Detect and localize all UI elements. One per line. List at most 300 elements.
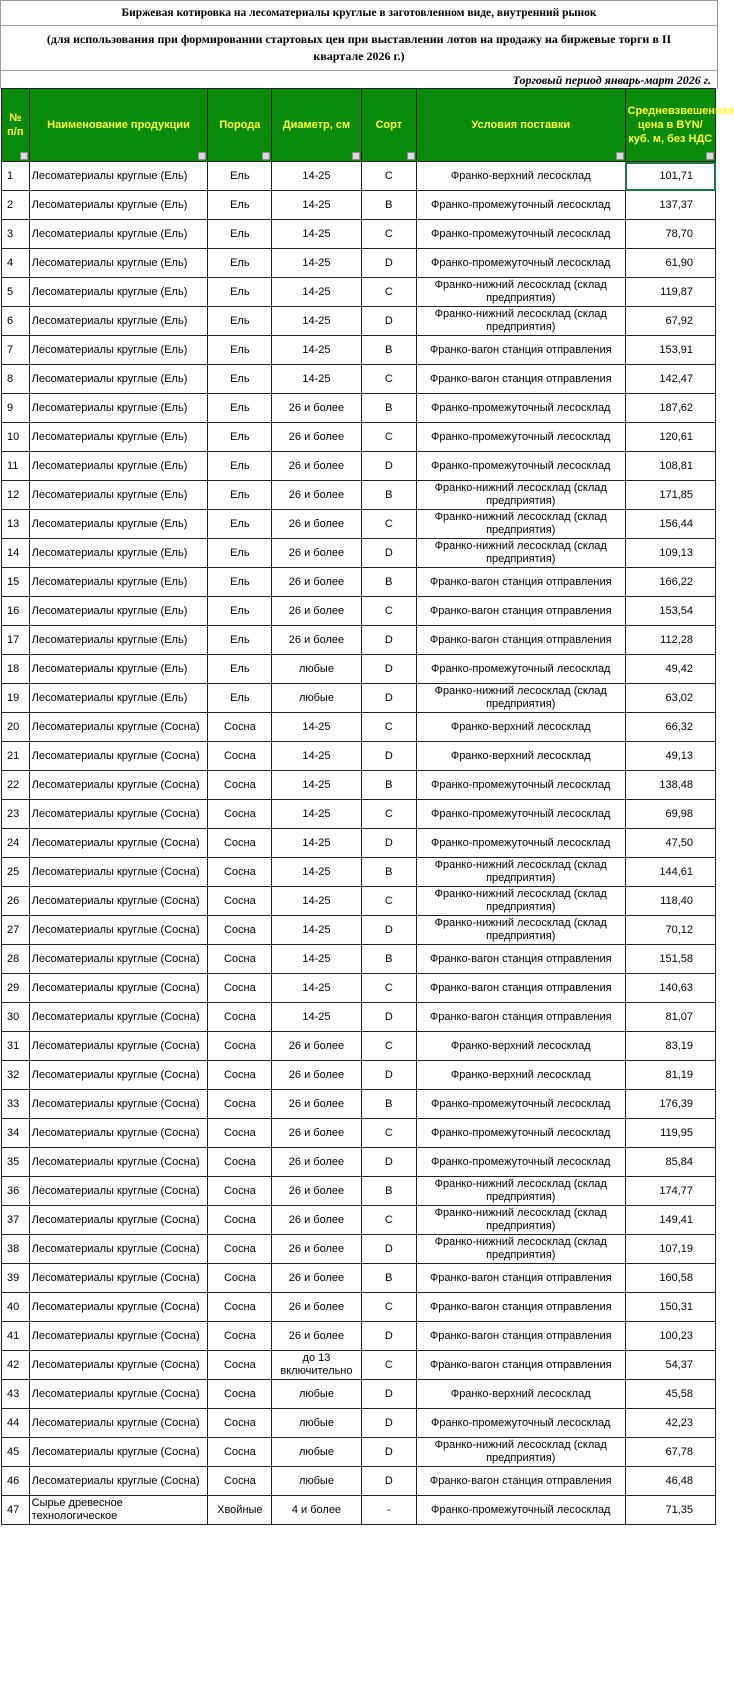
diameter-cell[interactable]: 26 и более (272, 539, 361, 568)
diameter-cell[interactable]: 14-25 (272, 771, 361, 800)
product-name-cell[interactable]: Лесоматериалы круглые (Сосна) (29, 974, 208, 1003)
grade-cell[interactable]: C (361, 162, 416, 191)
price-cell[interactable]: 109,13 (625, 539, 715, 568)
diameter-cell[interactable]: 14-25 (272, 365, 361, 394)
species-cell[interactable]: Сосна (208, 1061, 272, 1090)
row-number-cell[interactable]: 31 (2, 1032, 30, 1061)
product-name-cell[interactable]: Лесоматериалы круглые (Ель) (29, 510, 208, 539)
product-name-cell[interactable]: Лесоматериалы круглые (Ель) (29, 684, 208, 713)
row-number-cell[interactable]: 20 (2, 713, 30, 742)
diameter-cell[interactable]: 4 и более (272, 1496, 361, 1525)
species-cell[interactable]: Ель (208, 307, 272, 336)
row-number-cell[interactable]: 15 (2, 568, 30, 597)
product-name-cell[interactable]: Лесоматериалы круглые (Сосна) (29, 1380, 208, 1409)
row-number-cell[interactable]: 12 (2, 481, 30, 510)
grade-cell[interactable]: C (361, 1032, 416, 1061)
grade-cell[interactable]: D (361, 626, 416, 655)
diameter-cell[interactable]: любые (272, 1409, 361, 1438)
price-cell[interactable]: 71,35 (625, 1496, 715, 1525)
product-name-cell[interactable]: Лесоматериалы круглые (Сосна) (29, 1148, 208, 1177)
row-number-cell[interactable]: 8 (2, 365, 30, 394)
species-cell[interactable]: Сосна (208, 1409, 272, 1438)
species-cell[interactable]: Ель (208, 684, 272, 713)
grade-cell[interactable]: D (361, 1322, 416, 1351)
grade-cell[interactable]: D (361, 1380, 416, 1409)
price-cell[interactable]: 101,71 (625, 162, 715, 191)
price-cell[interactable]: 83,19 (625, 1032, 715, 1061)
filter-dropdown-icon[interactable] (706, 152, 714, 160)
delivery-terms-cell[interactable]: Франко-вагон станция отправления (416, 1264, 625, 1293)
product-name-cell[interactable]: Лесоматериалы круглые (Сосна) (29, 1264, 208, 1293)
grade-cell[interactable]: C (361, 974, 416, 1003)
grade-cell[interactable]: B (361, 1177, 416, 1206)
diameter-cell[interactable]: 14-25 (272, 800, 361, 829)
grade-cell[interactable]: B (361, 568, 416, 597)
grade-cell[interactable]: C (361, 713, 416, 742)
species-cell[interactable]: Сосна (208, 1206, 272, 1235)
product-name-cell[interactable]: Лесоматериалы круглые (Ель) (29, 365, 208, 394)
filter-dropdown-icon[interactable] (198, 152, 206, 160)
price-cell[interactable]: 100,23 (625, 1322, 715, 1351)
price-cell[interactable]: 107,19 (625, 1235, 715, 1264)
row-number-cell[interactable]: 41 (2, 1322, 30, 1351)
species-cell[interactable]: Сосна (208, 1380, 272, 1409)
diameter-cell[interactable]: до 13 включительно (272, 1351, 361, 1380)
filter-dropdown-icon[interactable] (407, 152, 415, 160)
species-cell[interactable]: Сосна (208, 945, 272, 974)
row-number-cell[interactable]: 5 (2, 278, 30, 307)
product-name-cell[interactable]: Лесоматериалы круглые (Сосна) (29, 1351, 208, 1380)
filter-dropdown-icon[interactable] (352, 152, 360, 160)
product-name-cell[interactable]: Лесоматериалы круглые (Ель) (29, 539, 208, 568)
delivery-terms-cell[interactable]: Франко-нижний лесосклад (склад предприятия) (416, 916, 625, 945)
row-number-cell[interactable]: 25 (2, 858, 30, 887)
grade-cell[interactable]: C (361, 1119, 416, 1148)
price-cell[interactable]: 144,61 (625, 858, 715, 887)
grade-cell[interactable]: B (361, 945, 416, 974)
delivery-terms-cell[interactable]: Франко-нижний лесосклад (склад предприятия) (416, 1438, 625, 1467)
delivery-terms-cell[interactable]: Франко-верхний лесосклад (416, 1380, 625, 1409)
product-name-cell[interactable]: Лесоматериалы круглые (Сосна) (29, 1438, 208, 1467)
col-header-price[interactable] (625, 89, 734, 162)
diameter-cell[interactable]: 14-25 (272, 713, 361, 742)
delivery-terms-cell[interactable]: Франко-нижний лесосклад (склад предприятия) (416, 684, 625, 713)
diameter-cell[interactable]: 26 и более (272, 1032, 361, 1061)
delivery-terms-cell[interactable]: Франко-верхний лесосклад (416, 742, 625, 771)
grade-cell[interactable]: B (361, 481, 416, 510)
grade-cell[interactable]: B (361, 1264, 416, 1293)
diameter-cell[interactable]: 26 и более (272, 394, 361, 423)
diameter-cell[interactable]: 26 и более (272, 1119, 361, 1148)
delivery-terms-cell[interactable]: Франко-нижний лесосклад (склад предприятия) (416, 1235, 625, 1264)
row-number-cell[interactable]: 44 (2, 1409, 30, 1438)
price-cell[interactable]: 142,47 (625, 365, 715, 394)
product-name-cell[interactable]: Лесоматериалы круглые (Ель) (29, 452, 208, 481)
delivery-terms-cell[interactable]: Франко-промежуточный лесосклад (416, 1119, 625, 1148)
price-cell[interactable]: 69,98 (625, 800, 715, 829)
diameter-cell[interactable]: 26 и более (272, 1293, 361, 1322)
filter-dropdown-icon[interactable] (262, 152, 270, 160)
delivery-terms-cell[interactable]: Франко-вагон станция отправления (416, 1322, 625, 1351)
diameter-cell[interactable]: любые (272, 684, 361, 713)
price-cell[interactable]: 78,70 (625, 220, 715, 249)
species-cell[interactable]: Сосна (208, 1090, 272, 1119)
species-cell[interactable]: Сосна (208, 1322, 272, 1351)
delivery-terms-cell[interactable]: Франко-вагон станция отправления (416, 974, 625, 1003)
row-number-cell[interactable]: 45 (2, 1438, 30, 1467)
diameter-cell[interactable]: 14-25 (272, 191, 361, 220)
col-header-num[interactable] (2, 89, 30, 162)
product-name-cell[interactable]: Лесоматериалы круглые (Сосна) (29, 742, 208, 771)
row-number-cell[interactable]: 28 (2, 945, 30, 974)
grade-cell[interactable]: C (361, 1351, 416, 1380)
grade-cell[interactable]: D (361, 1061, 416, 1090)
price-cell[interactable]: 85,84 (625, 1148, 715, 1177)
grade-cell[interactable]: D (361, 1003, 416, 1032)
grade-cell[interactable]: B (361, 771, 416, 800)
diameter-cell[interactable]: 14-25 (272, 162, 361, 191)
row-number-cell[interactable]: 14 (2, 539, 30, 568)
delivery-terms-cell[interactable]: Франко-промежуточный лесосклад (416, 1090, 625, 1119)
row-number-cell[interactable]: 7 (2, 336, 30, 365)
delivery-terms-cell[interactable]: Франко-верхний лесосклад (416, 713, 625, 742)
diameter-cell[interactable]: 26 и более (272, 568, 361, 597)
delivery-terms-cell[interactable]: Франко-промежуточный лесосклад (416, 423, 625, 452)
diameter-cell[interactable]: 26 и более (272, 1148, 361, 1177)
price-cell[interactable]: 153,54 (625, 597, 715, 626)
price-cell[interactable]: 81,07 (625, 1003, 715, 1032)
delivery-terms-cell[interactable]: Франко-вагон станция отправления (416, 336, 625, 365)
diameter-cell[interactable]: 14-25 (272, 858, 361, 887)
species-cell[interactable]: Ель (208, 365, 272, 394)
delivery-terms-cell[interactable]: Франко-промежуточный лесосклад (416, 1409, 625, 1438)
grade-cell[interactable]: C (361, 365, 416, 394)
diameter-cell[interactable]: 14-25 (272, 974, 361, 1003)
species-cell[interactable]: Ель (208, 278, 272, 307)
delivery-terms-cell[interactable]: Франко-вагон станция отправления (416, 1351, 625, 1380)
product-name-cell[interactable]: Лесоматериалы круглые (Ель) (29, 191, 208, 220)
species-cell[interactable]: Сосна (208, 829, 272, 858)
grade-cell[interactable]: B (361, 1090, 416, 1119)
row-number-cell[interactable]: 11 (2, 452, 30, 481)
species-cell[interactable]: Сосна (208, 1351, 272, 1380)
price-cell[interactable]: 119,87 (625, 278, 715, 307)
product-name-cell[interactable]: Лесоматериалы круглые (Сосна) (29, 1003, 208, 1032)
diameter-cell[interactable]: 26 и более (272, 1061, 361, 1090)
product-name-cell[interactable]: Лесоматериалы круглые (Сосна) (29, 1322, 208, 1351)
product-name-cell[interactable]: Лесоматериалы круглые (Сосна) (29, 1293, 208, 1322)
row-number-cell[interactable]: 22 (2, 771, 30, 800)
product-name-cell[interactable]: Лесоматериалы круглые (Сосна) (29, 858, 208, 887)
price-cell[interactable]: 138,48 (625, 771, 715, 800)
row-number-cell[interactable]: 2 (2, 191, 30, 220)
product-name-cell[interactable]: Лесоматериалы круглые (Ель) (29, 336, 208, 365)
price-cell[interactable]: 63,02 (625, 684, 715, 713)
price-cell[interactable]: 45,58 (625, 1380, 715, 1409)
delivery-terms-cell[interactable]: Франко-промежуточный лесосклад (416, 771, 625, 800)
species-cell[interactable]: Ель (208, 249, 272, 278)
diameter-cell[interactable]: 26 и более (272, 510, 361, 539)
price-cell[interactable]: 118,40 (625, 887, 715, 916)
price-cell[interactable]: 174,77 (625, 1177, 715, 1206)
filter-dropdown-icon[interactable] (616, 152, 624, 160)
delivery-terms-cell[interactable]: Франко-промежуточный лесосклад (416, 1148, 625, 1177)
row-number-cell[interactable]: 18 (2, 655, 30, 684)
delivery-terms-cell[interactable]: Франко-верхний лесосклад (416, 162, 625, 191)
grade-cell[interactable]: C (361, 800, 416, 829)
delivery-terms-cell[interactable]: Франко-промежуточный лесосклад (416, 220, 625, 249)
col-header-grade[interactable] (361, 89, 416, 162)
price-cell[interactable]: 54,37 (625, 1351, 715, 1380)
product-name-cell[interactable]: Лесоматериалы круглые (Ель) (29, 307, 208, 336)
species-cell[interactable]: Сосна (208, 1148, 272, 1177)
grade-cell[interactable]: B (361, 336, 416, 365)
product-name-cell[interactable]: Лесоматериалы круглые (Ель) (29, 597, 208, 626)
row-number-cell[interactable]: 3 (2, 220, 30, 249)
grade-cell[interactable]: - (361, 1496, 416, 1525)
row-number-cell[interactable]: 43 (2, 1380, 30, 1409)
species-cell[interactable]: Сосна (208, 1235, 272, 1264)
grade-cell[interactable]: B (361, 394, 416, 423)
row-number-cell[interactable]: 24 (2, 829, 30, 858)
product-name-cell[interactable]: Лесоматериалы круглые (Ель) (29, 626, 208, 655)
price-cell[interactable]: 67,78 (625, 1438, 715, 1467)
row-number-cell[interactable]: 4 (2, 249, 30, 278)
delivery-terms-cell[interactable]: Франко-промежуточный лесосклад (416, 452, 625, 481)
row-number-cell[interactable]: 39 (2, 1264, 30, 1293)
diameter-cell[interactable]: 14-25 (272, 742, 361, 771)
row-number-cell[interactable]: 21 (2, 742, 30, 771)
product-name-cell[interactable]: Лесоматериалы круглые (Ель) (29, 394, 208, 423)
product-name-cell[interactable]: Лесоматериалы круглые (Сосна) (29, 1119, 208, 1148)
price-cell[interactable]: 47,50 (625, 829, 715, 858)
grade-cell[interactable]: D (361, 452, 416, 481)
row-number-cell[interactable]: 1 (2, 162, 30, 191)
price-cell[interactable]: 153,91 (625, 336, 715, 365)
product-name-cell[interactable]: Лесоматериалы круглые (Сосна) (29, 1467, 208, 1496)
row-number-cell[interactable]: 47 (2, 1496, 30, 1525)
price-cell[interactable]: 140,63 (625, 974, 715, 1003)
delivery-terms-cell[interactable]: Франко-нижний лесосклад (склад предприятия) (416, 510, 625, 539)
product-name-cell[interactable]: Лесоматериалы круглые (Сосна) (29, 945, 208, 974)
grade-cell[interactable]: D (361, 916, 416, 945)
product-name-cell[interactable]: Лесоматериалы круглые (Ель) (29, 568, 208, 597)
diameter-cell[interactable]: 26 и более (272, 1177, 361, 1206)
price-cell[interactable]: 112,28 (625, 626, 715, 655)
species-cell[interactable]: Сосна (208, 1467, 272, 1496)
delivery-terms-cell[interactable]: Франко-вагон станция отправления (416, 365, 625, 394)
species-cell[interactable]: Ель (208, 394, 272, 423)
row-number-cell[interactable]: 13 (2, 510, 30, 539)
diameter-cell[interactable]: 26 и более (272, 1235, 361, 1264)
product-name-cell[interactable]: Лесоматериалы круглые (Сосна) (29, 1409, 208, 1438)
species-cell[interactable]: Ель (208, 423, 272, 452)
product-name-cell[interactable]: Лесоматериалы круглые (Сосна) (29, 1177, 208, 1206)
price-cell[interactable]: 156,44 (625, 510, 715, 539)
species-cell[interactable]: Ель (208, 336, 272, 365)
price-cell[interactable]: 160,58 (625, 1264, 715, 1293)
price-cell[interactable]: 70,12 (625, 916, 715, 945)
diameter-cell[interactable]: 26 и более (272, 423, 361, 452)
row-number-cell[interactable]: 42 (2, 1351, 30, 1380)
species-cell[interactable]: Ель (208, 539, 272, 568)
row-number-cell[interactable]: 33 (2, 1090, 30, 1119)
price-cell[interactable]: 120,61 (625, 423, 715, 452)
grade-cell[interactable]: D (361, 249, 416, 278)
delivery-terms-cell[interactable]: Франко-вагон станция отправления (416, 1467, 625, 1496)
product-name-cell[interactable]: Лесоматериалы круглые (Сосна) (29, 916, 208, 945)
row-number-cell[interactable]: 6 (2, 307, 30, 336)
diameter-cell[interactable]: любые (272, 1467, 361, 1496)
price-cell[interactable]: 61,90 (625, 249, 715, 278)
delivery-terms-cell[interactable]: Франко-нижний лесосклад (склад предприятия) (416, 278, 625, 307)
delivery-terms-cell[interactable]: Франко-промежуточный лесосклад (416, 1496, 625, 1525)
species-cell[interactable]: Сосна (208, 1293, 272, 1322)
grade-cell[interactable]: D (361, 307, 416, 336)
diameter-cell[interactable]: любые (272, 655, 361, 684)
species-cell[interactable]: Сосна (208, 1264, 272, 1293)
col-header-name[interactable] (29, 89, 208, 162)
species-cell[interactable]: Ель (208, 597, 272, 626)
diameter-cell[interactable]: 14-25 (272, 887, 361, 916)
species-cell[interactable]: Ель (208, 626, 272, 655)
diameter-cell[interactable]: 26 и более (272, 1206, 361, 1235)
price-cell[interactable]: 151,58 (625, 945, 715, 974)
grade-cell[interactable]: C (361, 220, 416, 249)
price-cell[interactable]: 49,42 (625, 655, 715, 684)
species-cell[interactable]: Ель (208, 568, 272, 597)
grade-cell[interactable]: C (361, 887, 416, 916)
species-cell[interactable]: Сосна (208, 1003, 272, 1032)
grade-cell[interactable]: C (361, 423, 416, 452)
diameter-cell[interactable]: 14-25 (272, 249, 361, 278)
product-name-cell[interactable]: Лесоматериалы круглые (Ель) (29, 655, 208, 684)
delivery-terms-cell[interactable]: Франко-промежуточный лесосклад (416, 800, 625, 829)
diameter-cell[interactable]: 14-25 (272, 220, 361, 249)
species-cell[interactable]: Сосна (208, 1177, 272, 1206)
product-name-cell[interactable]: Лесоматериалы круглые (Сосна) (29, 713, 208, 742)
species-cell[interactable]: Ель (208, 220, 272, 249)
grade-cell[interactable]: C (361, 1206, 416, 1235)
product-name-cell[interactable]: Лесоматериалы круглые (Ель) (29, 249, 208, 278)
price-cell[interactable]: 149,41 (625, 1206, 715, 1235)
product-name-cell[interactable]: Сырье древесное технологическое (29, 1496, 208, 1525)
product-name-cell[interactable]: Лесоматериалы круглые (Сосна) (29, 800, 208, 829)
row-number-cell[interactable]: 34 (2, 1119, 30, 1148)
delivery-terms-cell[interactable]: Франко-верхний лесосклад (416, 1032, 625, 1061)
grade-cell[interactable]: D (361, 684, 416, 713)
delivery-terms-cell[interactable]: Франко-вагон станция отправления (416, 597, 625, 626)
grade-cell[interactable]: D (361, 1235, 416, 1264)
price-cell[interactable]: 171,85 (625, 481, 715, 510)
price-cell[interactable]: 49,13 (625, 742, 715, 771)
product-name-cell[interactable]: Лесоматериалы круглые (Сосна) (29, 1206, 208, 1235)
diameter-cell[interactable]: любые (272, 1380, 361, 1409)
delivery-terms-cell[interactable]: Франко-промежуточный лесосклад (416, 394, 625, 423)
product-name-cell[interactable]: Лесоматериалы круглые (Сосна) (29, 771, 208, 800)
delivery-terms-cell[interactable]: Франко-нижний лесосклад (склад предприятия) (416, 481, 625, 510)
delivery-terms-cell[interactable]: Франко-верхний лесосклад (416, 1061, 625, 1090)
product-name-cell[interactable]: Лесоматериалы круглые (Ель) (29, 481, 208, 510)
col-header-species[interactable] (208, 89, 272, 162)
price-cell[interactable]: 187,62 (625, 394, 715, 423)
diameter-cell[interactable]: 14-25 (272, 336, 361, 365)
species-cell[interactable]: Сосна (208, 800, 272, 829)
grade-cell[interactable]: D (361, 1438, 416, 1467)
price-cell[interactable]: 42,23 (625, 1409, 715, 1438)
delivery-terms-cell[interactable]: Франко-промежуточный лесосклад (416, 249, 625, 278)
grade-cell[interactable]: C (361, 597, 416, 626)
product-name-cell[interactable]: Лесоматериалы круглые (Сосна) (29, 1032, 208, 1061)
species-cell[interactable]: Сосна (208, 916, 272, 945)
row-number-cell[interactable]: 30 (2, 1003, 30, 1032)
species-cell[interactable]: Сосна (208, 1119, 272, 1148)
diameter-cell[interactable]: 14-25 (272, 829, 361, 858)
species-cell[interactable]: Сосна (208, 858, 272, 887)
diameter-cell[interactable]: 26 и более (272, 597, 361, 626)
diameter-cell[interactable]: 26 и более (272, 1322, 361, 1351)
species-cell[interactable]: Хвойные (208, 1496, 272, 1525)
diameter-cell[interactable]: 14-25 (272, 278, 361, 307)
species-cell[interactable]: Ель (208, 452, 272, 481)
species-cell[interactable]: Ель (208, 481, 272, 510)
diameter-cell[interactable]: 26 и более (272, 1090, 361, 1119)
grade-cell[interactable]: D (361, 655, 416, 684)
row-number-cell[interactable]: 40 (2, 1293, 30, 1322)
grade-cell[interactable]: B (361, 858, 416, 887)
product-name-cell[interactable]: Лесоматериалы круглые (Сосна) (29, 1061, 208, 1090)
diameter-cell[interactable]: 26 и более (272, 626, 361, 655)
grade-cell[interactable]: C (361, 510, 416, 539)
delivery-terms-cell[interactable]: Франко-вагон станция отправления (416, 1003, 625, 1032)
delivery-terms-cell[interactable]: Франко-нижний лесосклад (склад предприятия) (416, 307, 625, 336)
grade-cell[interactable]: D (361, 1467, 416, 1496)
species-cell[interactable]: Сосна (208, 713, 272, 742)
row-number-cell[interactable]: 36 (2, 1177, 30, 1206)
species-cell[interactable]: Сосна (208, 974, 272, 1003)
diameter-cell[interactable]: 26 и более (272, 1264, 361, 1293)
col-header-diameter[interactable] (272, 89, 361, 162)
price-cell[interactable]: 66,32 (625, 713, 715, 742)
col-header-terms[interactable] (416, 89, 625, 162)
grade-cell[interactable]: D (361, 1409, 416, 1438)
row-number-cell[interactable]: 32 (2, 1061, 30, 1090)
delivery-terms-cell[interactable]: Франко-нижний лесосклад (склад предприятия) (416, 539, 625, 568)
grade-cell[interactable]: C (361, 1293, 416, 1322)
delivery-terms-cell[interactable]: Франко-нижний лесосклад (склад предприятия) (416, 1206, 625, 1235)
price-cell[interactable]: 176,39 (625, 1090, 715, 1119)
delivery-terms-cell[interactable]: Франко-нижний лесосклад (склад предприятия) (416, 887, 625, 916)
diameter-cell[interactable]: 26 и более (272, 452, 361, 481)
product-name-cell[interactable]: Лесоматериалы круглые (Ель) (29, 162, 208, 191)
species-cell[interactable]: Ель (208, 162, 272, 191)
delivery-terms-cell[interactable]: Франко-промежуточный лесосклад (416, 191, 625, 220)
grade-cell[interactable]: B (361, 191, 416, 220)
delivery-terms-cell[interactable]: Франко-вагон станция отправления (416, 626, 625, 655)
price-cell[interactable]: 108,81 (625, 452, 715, 481)
diameter-cell[interactable]: любые (272, 1438, 361, 1467)
row-number-cell[interactable]: 46 (2, 1467, 30, 1496)
row-number-cell[interactable]: 29 (2, 974, 30, 1003)
product-name-cell[interactable]: Лесоматериалы круглые (Сосна) (29, 887, 208, 916)
price-cell[interactable]: 81,19 (625, 1061, 715, 1090)
species-cell[interactable]: Сосна (208, 1032, 272, 1061)
grade-cell[interactable]: D (361, 742, 416, 771)
grade-cell[interactable]: D (361, 1148, 416, 1177)
delivery-terms-cell[interactable]: Франко-промежуточный лесосклад (416, 829, 625, 858)
delivery-terms-cell[interactable]: Франко-нижний лесосклад (склад предприятия) (416, 858, 625, 887)
filter-dropdown-icon[interactable] (20, 152, 28, 160)
